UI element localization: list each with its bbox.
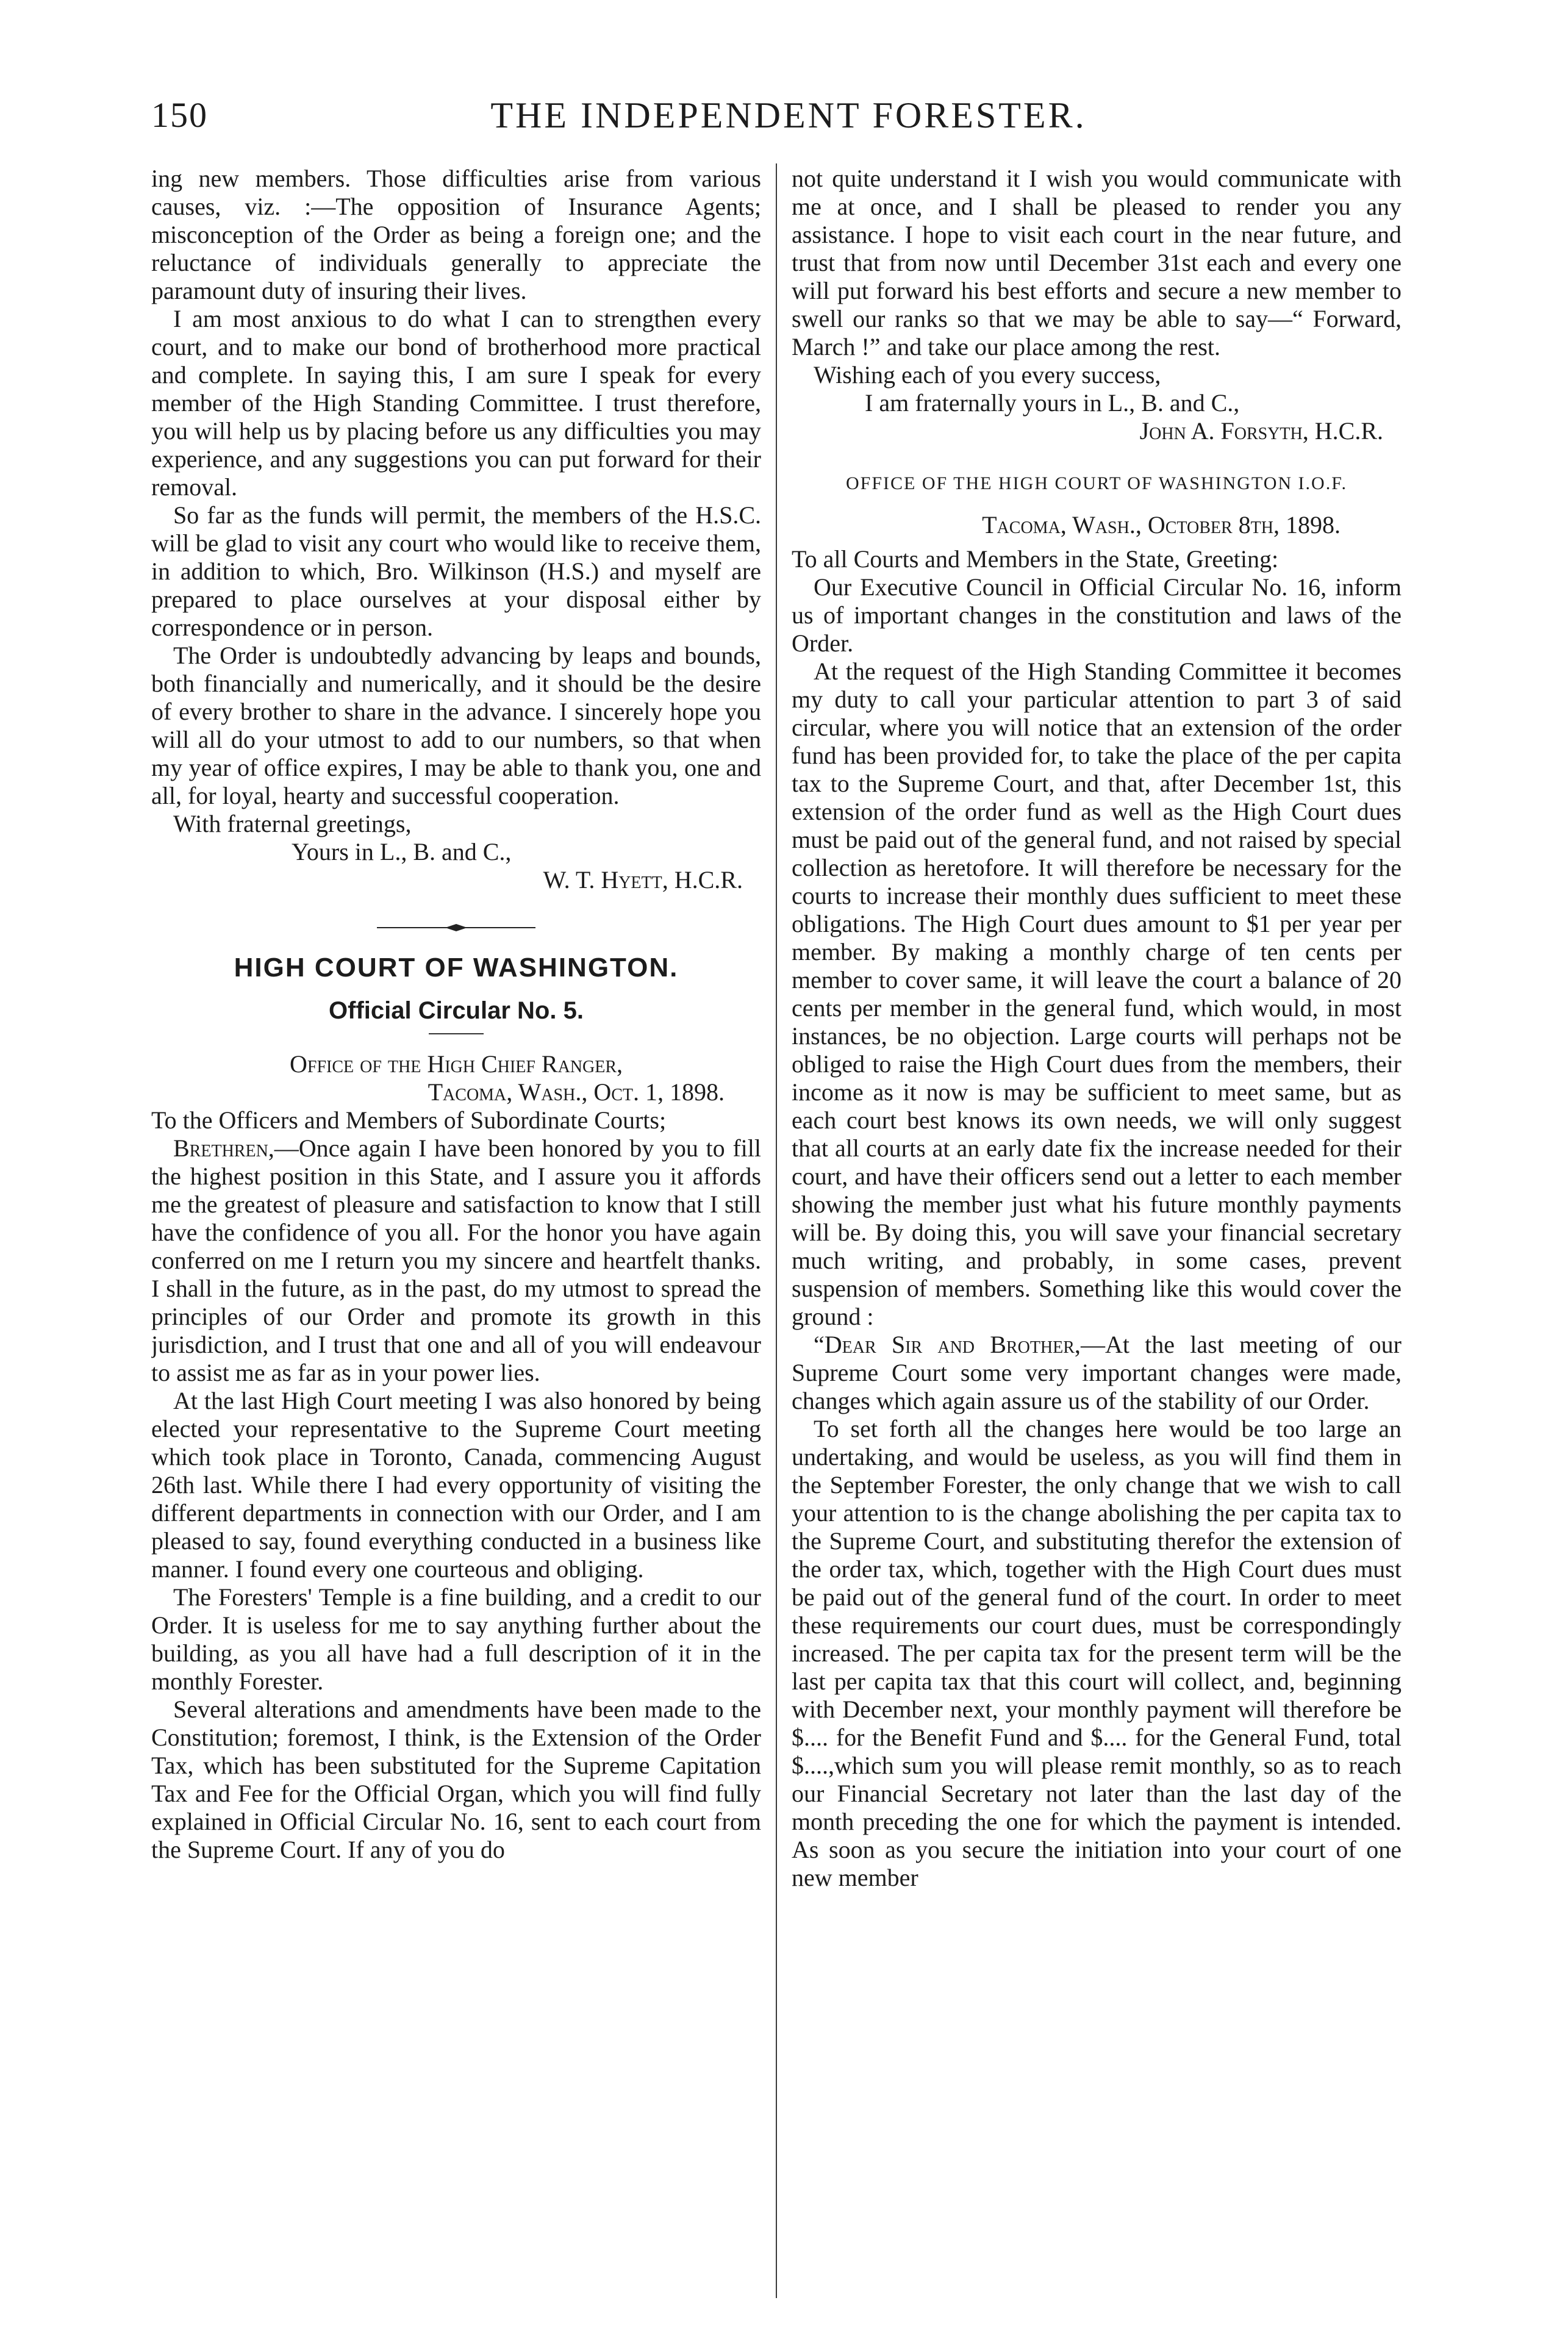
closing: I am fraternally yours in L., B. and C., bbox=[865, 389, 1240, 417]
page-number: 150 bbox=[151, 95, 208, 135]
paragraph: ing new members. Those difficulties arise from various causes, viz. :—The opposition of Insurance Agents; misconception of the Order as being a foreign one; and the reluctance of individuals generally to appreciate the paramount duty of insuring their lives. bbox=[151, 165, 761, 304]
paragraph: The Foresters' Temple is a fine building, and a credit to our Order. It is useless for me to say anything further about the building, as you all have had a full description of it in the monthly Forester. bbox=[151, 1583, 761, 1695]
paragraph: not quite understand it I wish you would communicate with me at once, and I shall be pleased to render you any assistance. I hope to visit each court in the near future, and trust that from now until December 31st each and every one will put forward his best efforts and secure a new member to swell our ranks so that we may be able to say—“ Forward, March !” and take our place among the rest. bbox=[792, 165, 1402, 360]
circular-title: Official Circular No. 5. bbox=[329, 997, 584, 1024]
paragraph: At the last High Court meeting I was also honored by being elected your representative to the Supreme Court meeting which took place in Toronto, Canada, commencing August 26th last. While there I had every opportunity of visiting the different departments in connection with our Order, and I am pleased to say, found everything conducted in a business like manner. I found every one courteous and obliging. bbox=[151, 1387, 761, 1583]
paragraph: Several alterations and amendments have been made to the Constitution; foremost, I think, is the Extension of the Order Tax, which has been substituted for the Supreme Capitation Tax and Fee for the Official Organ, which you will find fully explained in Official Circular No. 16, sent to each court from the Supreme Court. If any of you do bbox=[151, 1696, 761, 1863]
greeting: With fraternal greetings, bbox=[173, 810, 412, 837]
paragraph bbox=[151, 1134, 761, 1387]
office-heading: OFFICE OF THE HIGH COURT OF WASHINGTON I.O.F. bbox=[846, 473, 1347, 493]
dateline: Tacoma, Wash., October 8th, 1898. bbox=[982, 511, 1341, 539]
paragraph: To set forth all the changes here would be too large an undertaking, and would be useless, as you will find them in the September Forester, the only change that we wish to call your attention to is the change abolishing the per capita tax to the Supreme Court, and substituting therefor the extension of the order tax, which, together with the High Court dues must be paid out of the general fund of the court. In order to meet these requirements our court dues, must be correspondingly increased. The per capita tax for the present term will be the last per capita tax that this court will collect, and, beginning with December next, your monthly payment will therefore be $.... for the Benefit Fund and $.... for the General Fund, total $....,which sum you will please remit monthly, so as to reach our Financial Secretary not later than the last day of the month preceding the one for which the payment is intended. As soon as you secure the initiation into your court of one new member bbox=[792, 1415, 1402, 1891]
left-column bbox=[151, 165, 761, 2305]
closing: Yours in L., B. and C., bbox=[292, 838, 512, 865]
paragraph: So far as the funds will permit, the members of the H.S.C. will be glad to visit any court who would like to receive them, in addition to which, Bro. Wilkinson (H.S.) and myself are prepared to place ourselves at your disposal either by correspondence or in person. bbox=[151, 501, 761, 641]
paragraph: I am most anxious to do what I can to strengthen every court, and to make our bond of brotherhood more practical and complete. In saying this, I am sure I speak for every member of the High Standing Committee. I trust therefore, you will help us by placing before us any difficulties you may experience, and any suggestions you can put forward for their removal. bbox=[151, 305, 761, 501]
running-title: THE INDEPENDENT FORESTER. bbox=[490, 95, 1087, 135]
column-divider bbox=[776, 163, 777, 2298]
short-rule bbox=[429, 1033, 484, 1034]
paragraph: Our Executive Council in Official Circular No. 16, inform us of important changes in the constitution and laws of the Order. bbox=[792, 573, 1402, 657]
office-date: Tacoma, Wash., Oct. 1, 1898. bbox=[428, 1078, 725, 1106]
office-line: Office of the High Chief Ranger, bbox=[289, 1050, 623, 1078]
wishing-line: Wishing each of you every success, bbox=[814, 361, 1161, 389]
paragraph: The Order is undoubtedly advancing by leaps and bounds, both financially and numerically, and it should be the desire of every brother to share in the advance. I sincerely hope you will all do your utmost to add to our numbers, so that when my year of office expires, I may be able to thank you, one and all, for loyal, hearty and successful cooperation. bbox=[151, 642, 761, 809]
salutation: To all Courts and Members in the State, Greeting: bbox=[792, 545, 1279, 573]
paragraph-lead: “Dear Sir and Brother, bbox=[814, 1331, 1081, 1358]
paragraph bbox=[792, 1331, 1402, 1415]
page-header bbox=[151, 95, 1426, 149]
right-column bbox=[792, 165, 1402, 2305]
paragraph-text: —At the last meeting of our Supreme Court some very important changes were made, changes which again assure us of the stability of our Order. bbox=[792, 1331, 1402, 1414]
paragraph: At the request of the High Standing Committee it becomes my duty to call your particular attention to part 3 of said circular, where you will notice that an extension of the order fund has been provided for, to take the place of the per capita tax to the Supreme Court, and that, after December 1st, this extension of the order fund as well as the High Court dues must be paid out of the general fund, and not raised by special collection as heretofore. It will therefore be necessary for the courts to increase their monthly dues sufficient to meet these obligations. The High Court dues amount to $1 per year per member. By making a monthly charge of ten cents per member to cover same, it will leave the court a balance of 20 cents per member in the general fund, which would, in most instances, be no objection. Large courts will perhaps not be obliged to raise the High Court dues from the members, their income as it now is may be sufficient to meet same, but as each court best knows its own needs, we will only suggest that all courts at an early date fix the increase needed for their court, and have their officers send out a letter to each member showing the member just what his future monthly payments will be. By doing this, you will save your financial secretary much writing, and probably, in some cases, prevent suspension of members. Something like this would cover the ground : bbox=[792, 657, 1402, 1330]
paragraph-text: —Once again I have been honored by you to fill the highest position in this State, and I assure you it affords me the greatest of pleasure and satisfaction to know that I still have the confidence of you all. For the honor you have again conferred on me I return you my sincere and heartfelt thanks. I shall in the future, as in the past, do my utmost to spread the principles of our Order and promote its growth in this jurisdiction, and I trust that one and all of you will endeavour to assist me as far as in your power lies. bbox=[151, 1134, 761, 1386]
paragraph-lead: Brethren, bbox=[173, 1134, 274, 1162]
ornament-divider-icon bbox=[377, 923, 535, 932]
signature: W. T. Hyett, H.C.R. bbox=[543, 866, 743, 893]
signature: John A. Forsyth, H.C.R. bbox=[1139, 417, 1383, 445]
salutation: To the Officers and Members of Subordinate Courts; bbox=[151, 1106, 667, 1134]
section-title: HIGH COURT OF WASHINGTON. bbox=[234, 953, 679, 983]
